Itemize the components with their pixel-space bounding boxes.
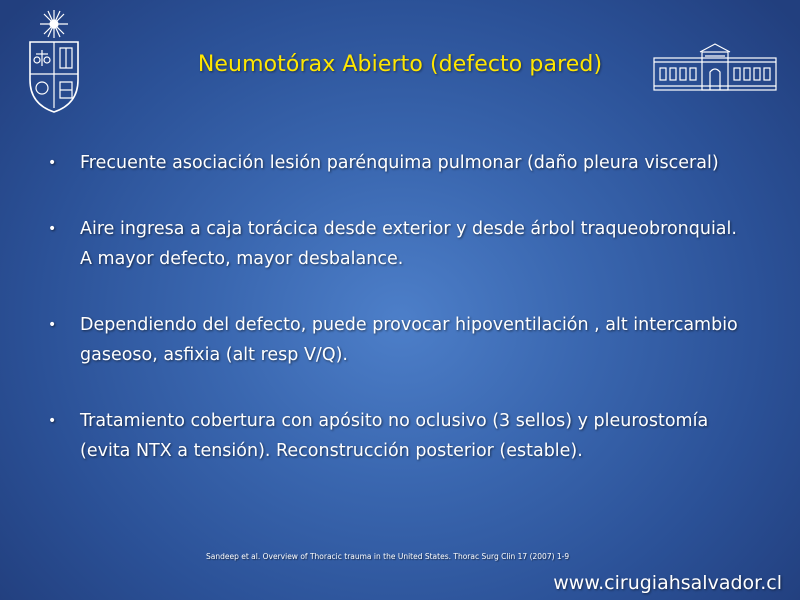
bullet-dot-icon: • (48, 413, 57, 429)
bullet-dot-icon: • (48, 317, 57, 333)
bullet-text: Tratamiento cobertura con apósito no oclusivo (3 sellos) y pleurostomía (evita NTX a tensión). Reconstrucción posterior (estable). (80, 411, 709, 461)
bullet-item (48, 310, 738, 370)
website-footer: www.cirugiahsalvador.cl (553, 572, 782, 594)
bullet-item (48, 406, 738, 466)
bullet-dot-icon: • (48, 221, 57, 237)
bullet-text: Dependiendo del defecto, puede provocar hipoventilación , alt intercambio gaseoso, asfixia (alt resp V/Q). (80, 315, 738, 365)
slide-title: Neumotórax Abierto (defecto pared) (197, 52, 603, 77)
bullet-text: Aire ingresa a caja torácica desde exterior y desde árbol traqueobronquial. A mayor defecto, mayor desbalance. (80, 219, 737, 269)
bullet-list (48, 148, 738, 466)
bullet-item (48, 148, 738, 178)
university-crest-icon (26, 10, 82, 114)
bullet-text: Frecuente asociación lesión parénquima pulmonar (daño pleura visceral) (80, 153, 719, 173)
bullet-dot-icon: • (48, 155, 57, 171)
reference-citation: Sandeep et al. Overview of Thoracic trauma in the United States. Thorac Surg Clin 17 (2007) 1-9 (206, 552, 570, 561)
bullet-item (48, 214, 738, 274)
